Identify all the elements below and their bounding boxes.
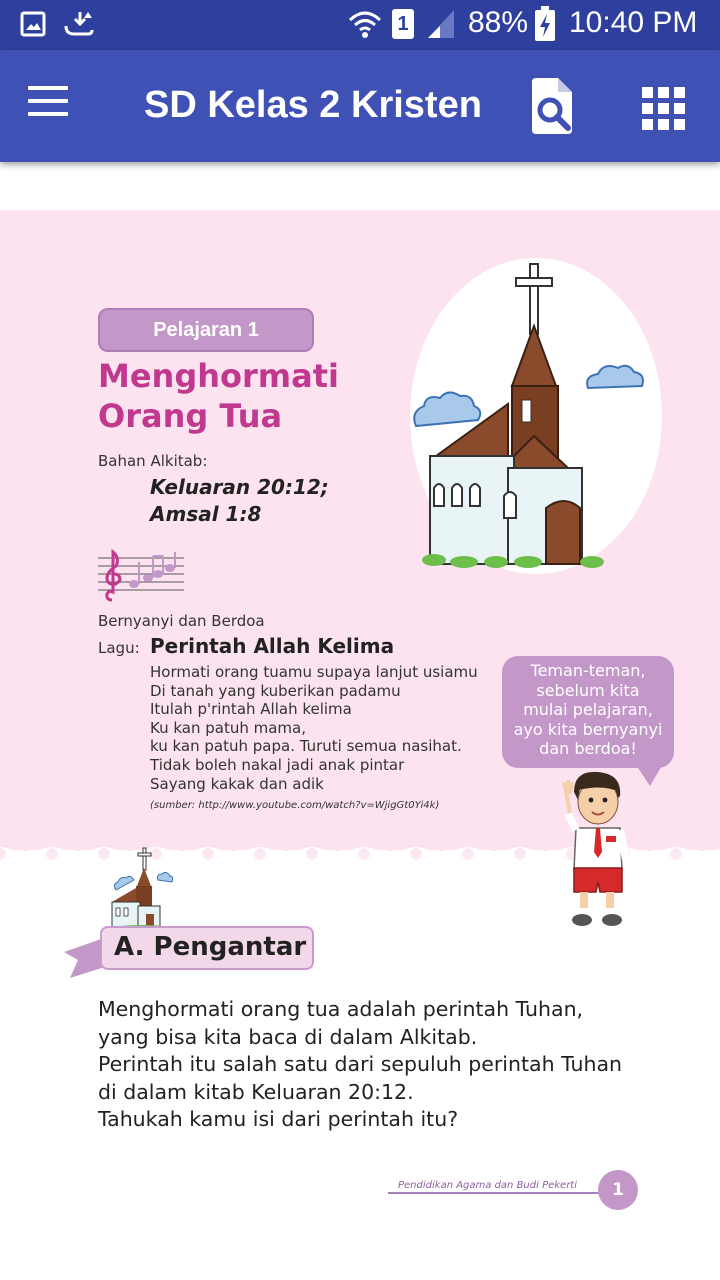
- lesson-title-line: Menghormati: [98, 357, 339, 395]
- clock: 10:40 PM: [569, 6, 698, 39]
- bubble-line: ayo kita bernyanyi: [513, 719, 663, 739]
- paragraph-line: Perintah itu salah satu dari sepuluh perintah Tuhan: [98, 1052, 623, 1076]
- lesson-number-badge: [98, 308, 314, 352]
- section-heading-text: A. Pengantar: [114, 932, 307, 962]
- church-illustration: [404, 256, 664, 576]
- paragraph-line: Tahukah kamu isi dari perintah itu?: [98, 1107, 459, 1131]
- app-bar: [0, 50, 720, 162]
- menu-icon-bar: [28, 86, 68, 90]
- bible-reference: Amsal 1:8: [150, 502, 262, 526]
- sing-and-pray-label: Bernyanyi dan Berdoa: [98, 612, 265, 630]
- music-notes-icon: [98, 548, 186, 604]
- menu-icon-bar: [28, 99, 68, 103]
- paragraph-line: Menghormati orang tua adalah perintah Tuhan,: [98, 997, 584, 1021]
- section-heading: [100, 926, 314, 970]
- bubble-line: mulai pelajaran,: [523, 700, 653, 719]
- song-label: Lagu:: [98, 639, 140, 657]
- lyric-line: ku kan patuh papa. Turuti semua nasihat.: [150, 737, 462, 756]
- battery-percent: 88%: [468, 6, 529, 39]
- paragraph-line: di dalam kitab Keluaran 20:12.: [98, 1079, 414, 1104]
- menu-icon-bar: [28, 112, 68, 116]
- speech-bubble: [502, 656, 674, 768]
- lyric-line: Tidak boleh nakal jadi anak pintar: [150, 755, 405, 774]
- search-document-icon: [528, 78, 576, 136]
- status-bar: [0, 0, 720, 50]
- lyric-line: Ku kan patuh mama,: [150, 718, 307, 737]
- boy-character-illustration: [560, 770, 632, 930]
- app-title: SD Kelas 2 Kristen: [144, 84, 482, 126]
- lyric-line: Di tanah yang kuberikan padamu: [150, 681, 401, 700]
- bible-reference: Keluaran 20:12;: [150, 475, 329, 499]
- grid-icon: [640, 85, 688, 133]
- lyric-line: Hormati orang tuamu supaya lanjut usiamu: [150, 663, 478, 681]
- lyric-line: Sayang kakak dan adik: [150, 774, 324, 793]
- sim-slot-icon: 1: [392, 9, 414, 39]
- lesson-title: [98, 356, 339, 436]
- download-notification-icon: [64, 10, 96, 38]
- bubble-line: sebelum kita: [536, 680, 640, 700]
- lesson-number-label: Pelajaran 1: [153, 319, 259, 341]
- apps-grid-button[interactable]: [640, 85, 688, 133]
- bubble-line: Teman-teman,: [530, 661, 646, 680]
- page-number-badge: 1: [598, 1170, 638, 1210]
- menu-button[interactable]: [28, 86, 68, 126]
- bible-material-label: Bahan Alkitab:: [98, 452, 208, 470]
- battery-charging-icon: [534, 6, 556, 42]
- paragraph-line: yang bisa kita baca di dalam Alkitab.: [98, 1024, 478, 1049]
- footer-divider: [388, 1192, 604, 1194]
- book-title-footer: Pendidikan Agama dan Budi Pekerti: [398, 1180, 578, 1191]
- search-document-button[interactable]: [528, 78, 576, 136]
- book-page: [0, 210, 720, 1280]
- intro-paragraph: [98, 996, 622, 1134]
- song-source: (sumber: http://www.youtube.com/watch?v=WjigGt0Yi4k): [150, 800, 440, 811]
- church-icon: [108, 846, 176, 932]
- wifi-icon: [348, 8, 382, 40]
- lesson-title-line: Orang Tua: [98, 397, 283, 435]
- signal-icon: [426, 8, 456, 40]
- song-title: Perintah Allah Kelima: [150, 634, 395, 658]
- song-lyrics: [150, 663, 478, 793]
- bubble-line: dan berdoa!: [539, 739, 637, 758]
- gallery-notification-icon: [20, 11, 46, 37]
- lyric-line: Itulah p'rintah Allah kelima: [150, 700, 352, 719]
- speech-bubble-tail: [630, 762, 670, 788]
